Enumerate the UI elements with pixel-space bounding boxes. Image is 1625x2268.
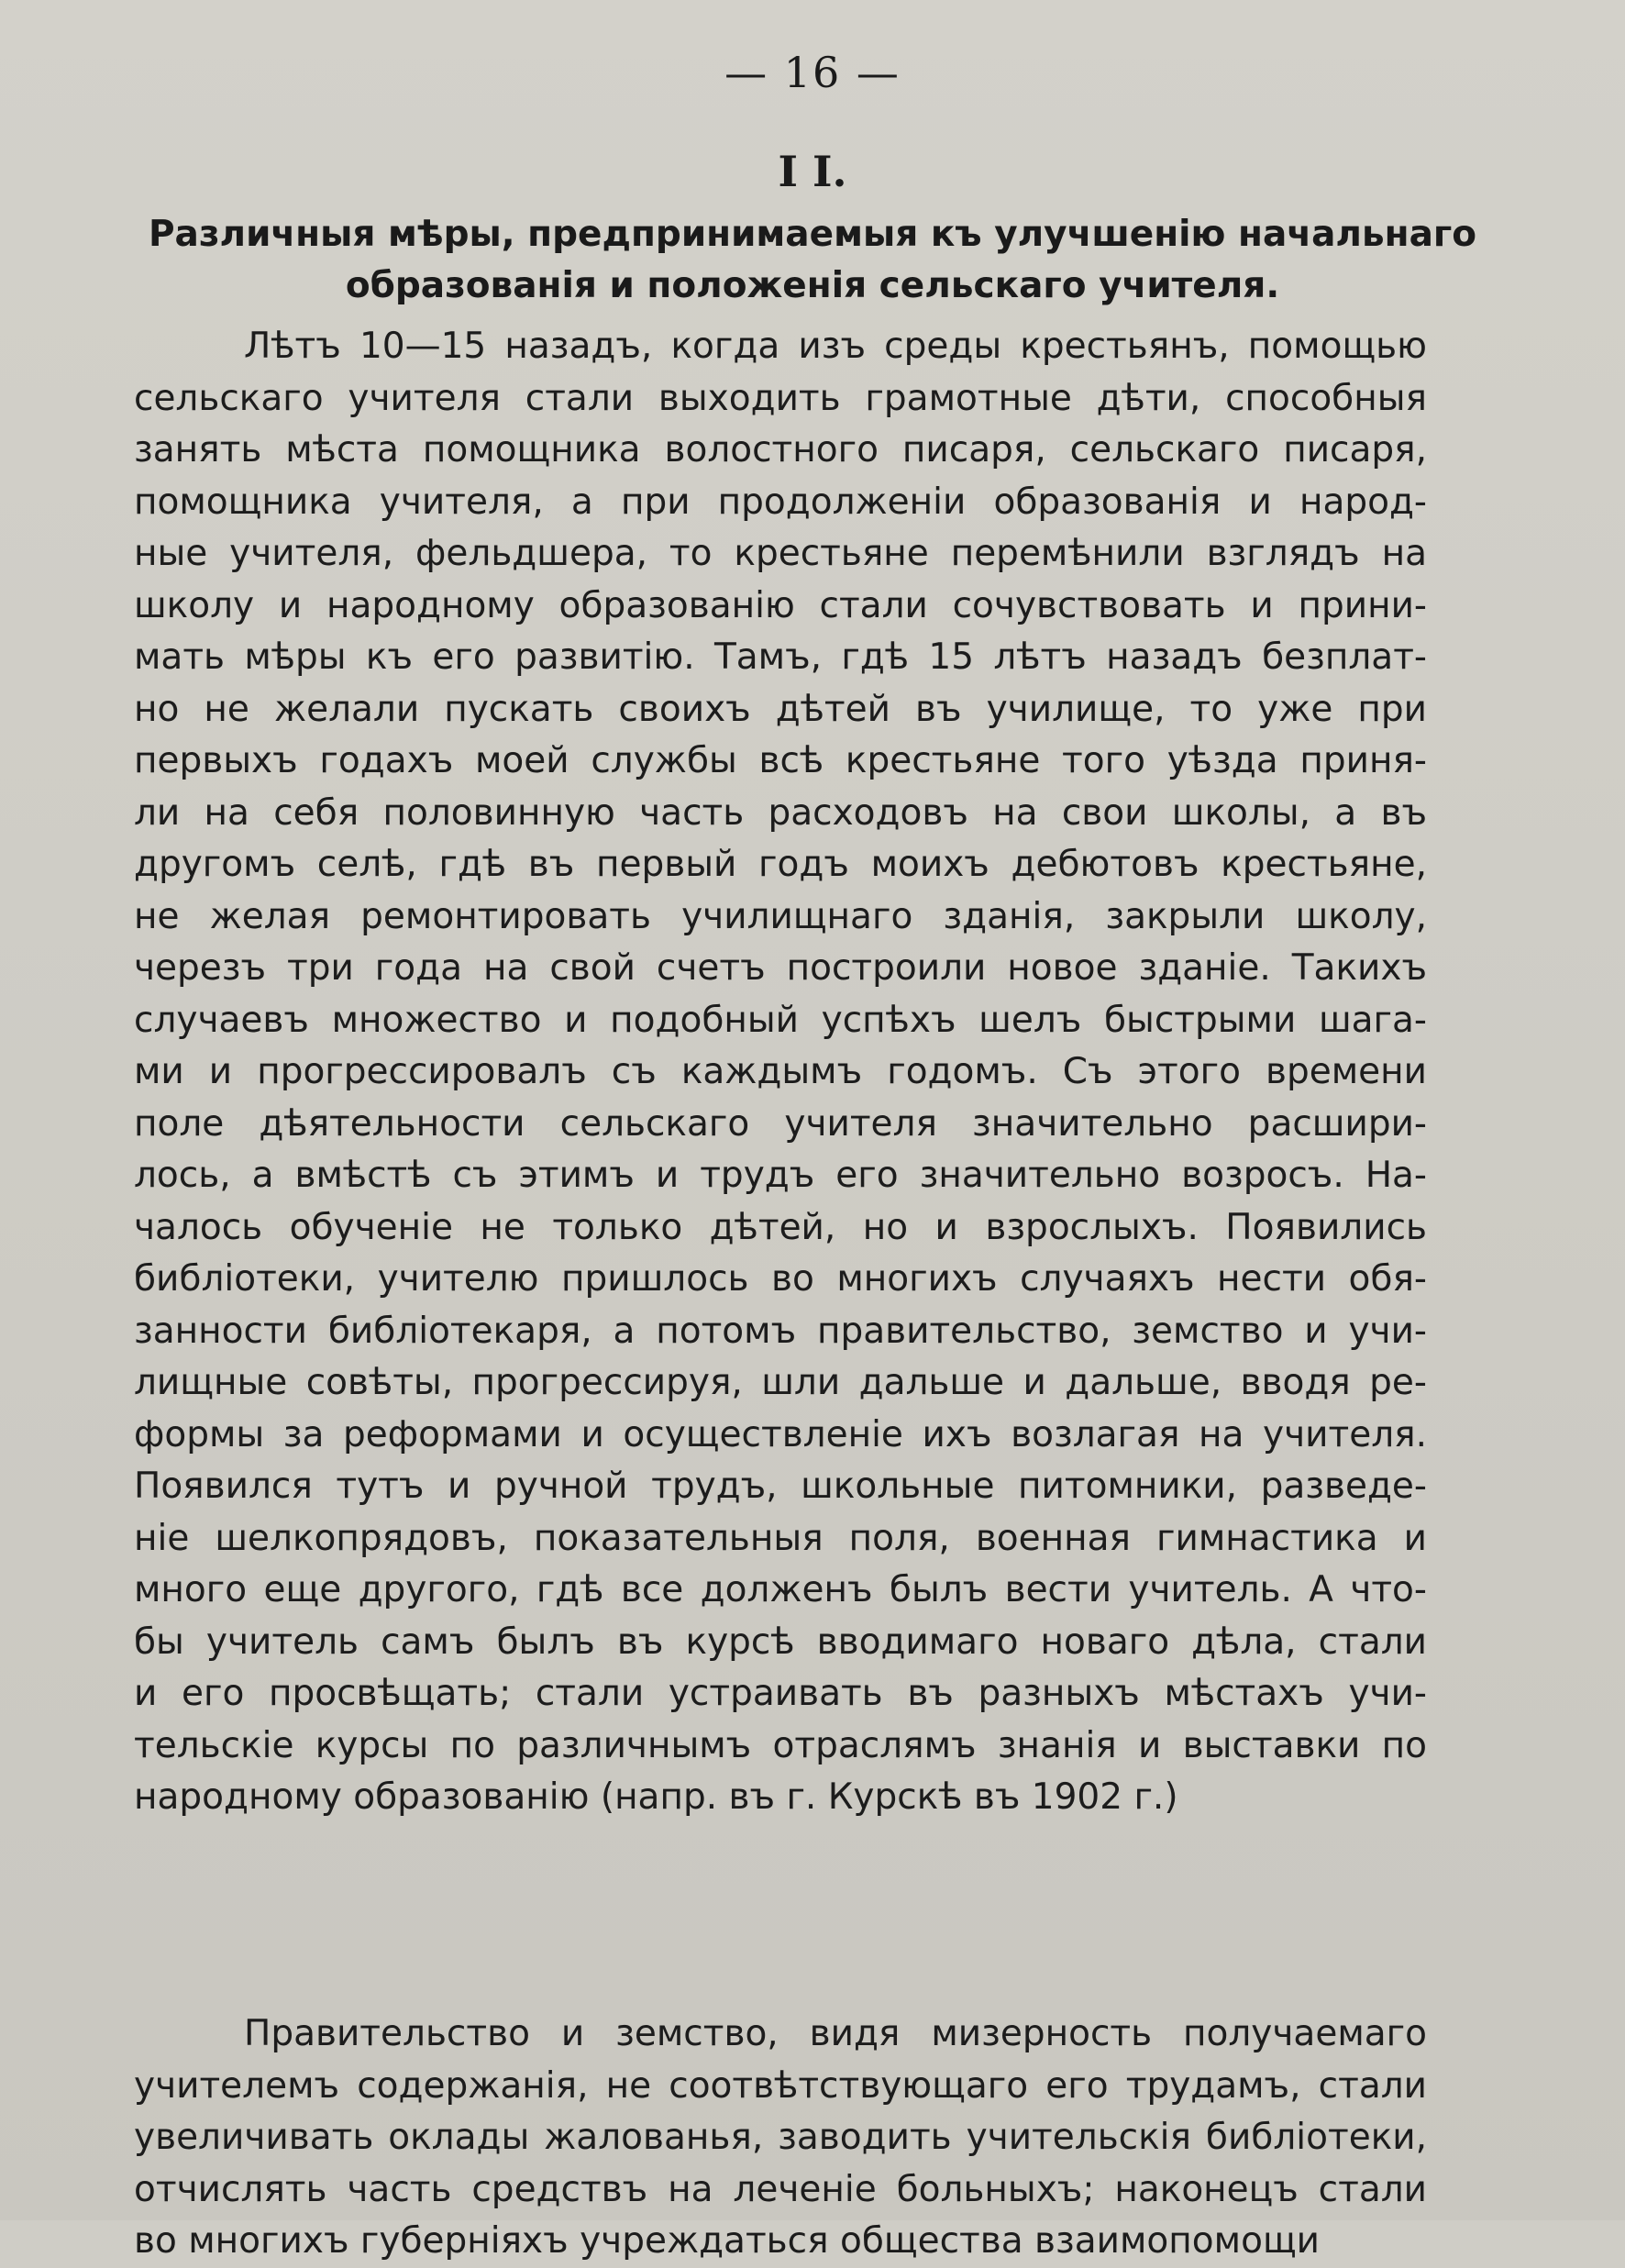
text-line: ные учителя, фельдшера, то крестьяне перемѣнили взглядъ на bbox=[134, 533, 1427, 574]
paragraph-2 bbox=[134, 2008, 1427, 2268]
paragraph-1 bbox=[134, 321, 1427, 1824]
text-line: библіотеки, учителю пришлось во многихъ случаяхъ нести обя- bbox=[134, 1258, 1427, 1300]
text-line: черезъ три года на свой счетъ построили новое зданіе. Такихъ bbox=[134, 947, 1427, 989]
text-line: много еще другого, гдѣ все долженъ былъ вести учитель. А что- bbox=[134, 1569, 1427, 1610]
text-line: во многихъ губерніяхъ учреждаться общества взаимопомощи bbox=[134, 2220, 1321, 2262]
text-line: формы за реформами и осуществленіе ихъ возлагая на учителя. bbox=[134, 1413, 1427, 1455]
text-line: ми и прогрессировалъ съ каждымъ годомъ. Съ этого времени bbox=[134, 1051, 1427, 1092]
text-line: учителемъ содержанія, не соотвѣтствующаго его трудамъ, стали bbox=[134, 2064, 1427, 2107]
text-line: сельскаго учителя стали выходить грамотные дѣти, способныя bbox=[134, 377, 1427, 419]
text-line: Правительство и земство, видя мизерность получаемаго bbox=[244, 2013, 1427, 2054]
text-line: поле дѣятельности сельскаго учителя значительно расшири- bbox=[134, 1102, 1427, 1145]
page-number: — 16 — bbox=[724, 48, 901, 97]
text-line: лось, а вмѣстѣ съ этимъ и трудъ его значительно возросъ. На- bbox=[134, 1155, 1427, 1196]
text-line: отчислять часть средствъ на леченіе больныхъ; наконецъ стали bbox=[134, 2168, 1427, 2210]
section-title bbox=[119, 209, 1506, 312]
text-line: и его просвѣщать; стали устраивать въ разныхъ мѣстахъ учи- bbox=[134, 1673, 1427, 1714]
text-line: другомъ селѣ, гдѣ въ первый годъ моихъ дебютовъ крестьяне, bbox=[134, 844, 1427, 885]
text-line: ли на себя половинную часть расходовъ на свои школы, а въ bbox=[134, 791, 1427, 834]
text-line: бы учитель самъ былъ въ курсѣ вводимаго новаго дѣла, стали bbox=[134, 1621, 1427, 1663]
section-numeral: I I. bbox=[778, 147, 847, 196]
text-line: первыхъ годахъ моей службы всѣ крестьяне того уѣзда приня- bbox=[134, 740, 1427, 781]
text-line: ніе шелкопрядовъ, показательныя поля, военная гимнастика и bbox=[134, 1517, 1427, 1559]
text-line: школу и народному образованію стали сочувствовать и прини- bbox=[134, 584, 1427, 626]
text-line: не желая ремонтировать училищнаго зданія, закрыли школу, bbox=[134, 895, 1427, 937]
text-line: случаевъ множество и подобный успѣхъ шелъ быстрыми шага- bbox=[134, 999, 1427, 1041]
text-line: Лѣтъ 10—15 назадъ, когда изъ среды крестьянъ, помощью bbox=[244, 326, 1427, 367]
text-line: народному образованію (напр. въ г. Курскѣ въ 1902 г.) bbox=[134, 1776, 1178, 1818]
text-line: но не желали пускать своихъ дѣтей въ училище, то уже при bbox=[134, 688, 1427, 730]
text-line: Появился тутъ и ручной трудъ, школьные питомники, разведе- bbox=[134, 1466, 1427, 1507]
text-line: увеличивать оклады жалованья, заводить учительскія библіотеки, bbox=[134, 2117, 1427, 2158]
text-line: лищные совѣты, прогрессируя, шли дальше и дальше, вводя ре- bbox=[134, 1362, 1427, 1403]
text-line: занять мѣста помощника волостного писаря, сельскаго писаря, bbox=[134, 429, 1427, 470]
text-line: помощника учителя, а при продолженіи образованія и народ- bbox=[134, 481, 1427, 523]
text-line: занности библіотекаря, а потомъ правительство, земство и учи- bbox=[134, 1310, 1427, 1352]
text-line: мать мѣры къ его развитію. Тамъ, гдѣ 15 лѣтъ назадъ безплат- bbox=[134, 636, 1427, 678]
section-title-line: образованія и положенія сельскаго учителя. bbox=[345, 265, 1280, 306]
text-line: чалось обученіе не только дѣтей, но и взрослыхъ. Появились bbox=[134, 1206, 1427, 1248]
text-line: тельскіе курсы по различнымъ отраслямъ знанія и выставки по bbox=[134, 1724, 1427, 1766]
section-title-line: Различныя мѣры, предпринимаемыя къ улучшенію начальнаго bbox=[148, 214, 1477, 255]
